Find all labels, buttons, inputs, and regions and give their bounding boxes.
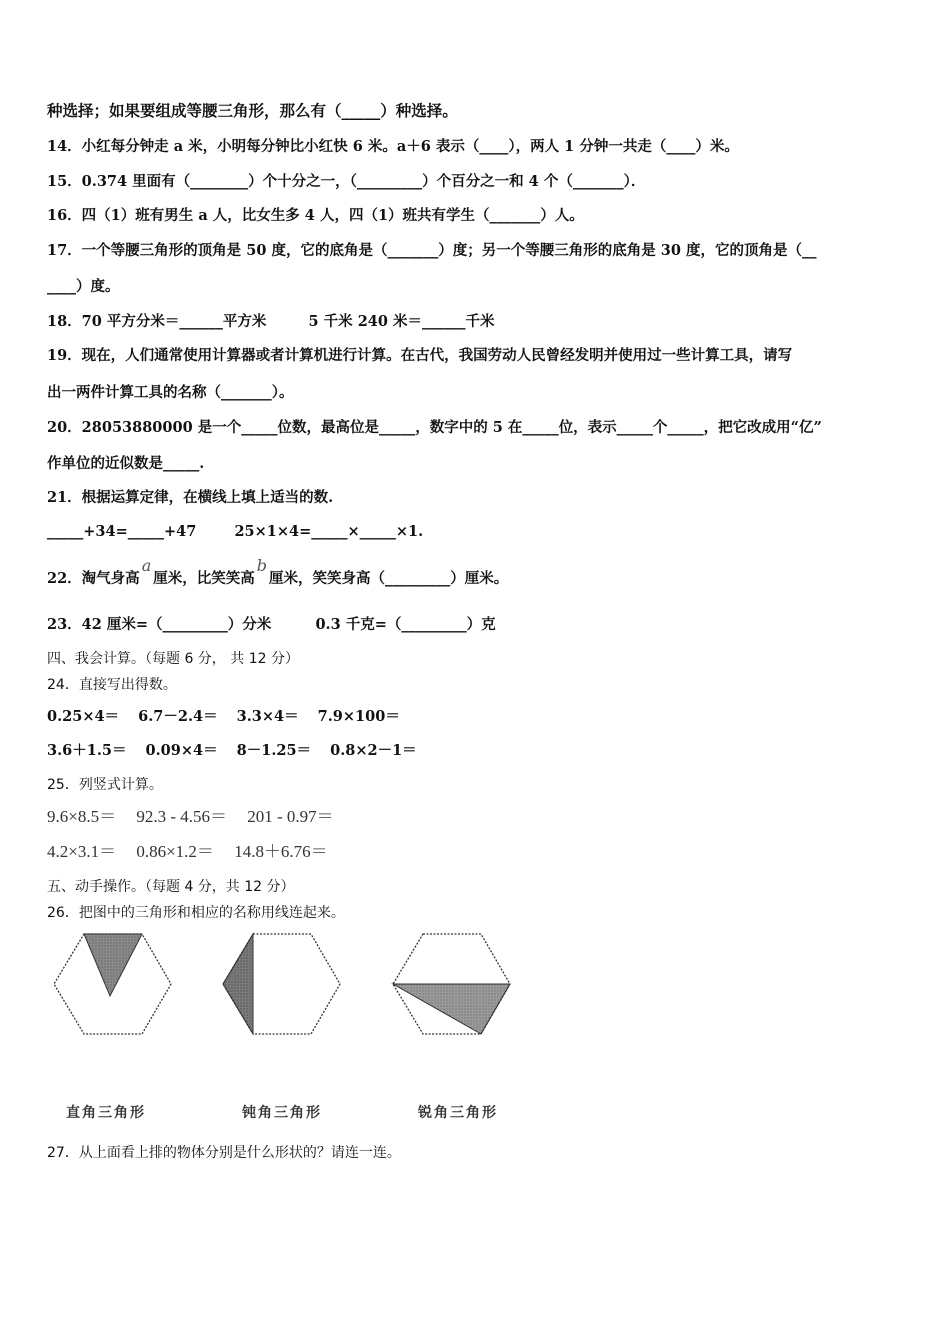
question-22-post: 厘米，笑笑身高（_________）厘米。 bbox=[268, 570, 509, 587]
label-acute-triangle: 锐角三角形 bbox=[418, 1105, 498, 1121]
vertical-calc-item: 4.2×3.1＝ bbox=[47, 842, 117, 861]
shaded-triangle bbox=[393, 984, 510, 1034]
section-5-heading: 五、动手操作。（每题 4 分，共 12 分） bbox=[47, 879, 295, 895]
question-15: 15．0.374 里面有（________）个十分之一，（_________）个百分之一和 4 个（_______）． bbox=[47, 173, 646, 190]
section-4-heading: 四、我会计算。（每题 6 分， 共 12 分） bbox=[47, 651, 299, 667]
text-line-choices: 种选择；如果要组成等腰三角形，那么有（_____）种选择。 bbox=[47, 101, 458, 120]
question-19-line1: 19．现在，人们通常使用计算器或者计算机进行计算。在古代，我国劳动人民曾经发明并使用过一些计算工具，请写 bbox=[47, 347, 793, 364]
shaded-triangle bbox=[84, 934, 142, 996]
question-21-line2 bbox=[47, 522, 423, 542]
question-14: 14．小红每分钟走 a 米，小明每分钟比小红快 6 米。a＋6 表示（____），两人 1 分钟一共走（____）米。 bbox=[47, 138, 739, 155]
question-23 bbox=[47, 615, 496, 635]
question-27: 27．从上面看上排的物体分别是什么形状的？请连一连。 bbox=[47, 1145, 401, 1161]
calc-item: 0.09×4＝ bbox=[145, 742, 218, 759]
question-22-pre: 22．淘气身高 bbox=[47, 570, 140, 587]
question-23-part2: 0.3 千克=（_________）克 bbox=[315, 616, 496, 633]
question-23-part1: 23．42 厘米=（_________）分米 bbox=[47, 616, 272, 633]
vertical-calc-item: 92.3 - 4.56＝ bbox=[136, 807, 228, 826]
question-24-row1 bbox=[47, 707, 400, 727]
hexagon-figure-1 bbox=[50, 930, 175, 1038]
hexagon-figure-2 bbox=[219, 930, 344, 1038]
question-19-line2: 出一两件计算工具的名称（_______）。 bbox=[47, 384, 294, 401]
question-18-part2: 5 千米 240 米＝______千米 bbox=[308, 313, 495, 330]
question-24-row2 bbox=[47, 741, 417, 761]
vertical-calc-item: 9.6×8.5＝ bbox=[47, 807, 117, 826]
calc-item: 0.25×4＝ bbox=[47, 708, 120, 725]
question-21-expr1: _____+34=_____+47 bbox=[47, 523, 197, 540]
question-25-row1 bbox=[47, 807, 334, 827]
calc-item: 8－1.25＝ bbox=[236, 742, 312, 759]
label-right-triangle: 直角三角形 bbox=[66, 1105, 146, 1121]
hexagon-figure-3 bbox=[389, 930, 514, 1038]
question-25: 25．列竖式计算。 bbox=[47, 777, 163, 793]
question-22-mid: 厘米，比笑笑高 bbox=[153, 570, 255, 587]
vertical-calc-item: 201 - 0.97＝ bbox=[247, 807, 334, 826]
question-20-line1: 20．28053880000 是一个_____位数，最高位是_____，数字中的 5 在_____位，表示_____个_____，把它改成用“亿” bbox=[47, 419, 822, 436]
calc-item: 0.8×2－1＝ bbox=[330, 742, 417, 759]
calc-item: 3.6＋1.5＝ bbox=[47, 742, 127, 759]
question-18-part1: 18．70 平方分米＝______平方米 bbox=[47, 313, 267, 330]
var-a: a bbox=[141, 556, 152, 575]
question-21-expr2: 25×1×4=_____×_____×1. bbox=[234, 523, 424, 540]
question-16: 16．四（1）班有男生 a 人，比女生多 4 人，四（1）班共有学生（_______）人。 bbox=[47, 207, 584, 224]
calc-item: 3.3×4＝ bbox=[236, 708, 299, 725]
question-22 bbox=[47, 556, 509, 589]
question-17-line2: ____）度。 bbox=[47, 278, 120, 295]
question-17-line1: 17．一个等腰三角形的顶角是 50 度，它的底角是（_______）度；另一个等腰三角形的底角是 30 度，它的顶角是（__ bbox=[47, 242, 817, 259]
question-18 bbox=[47, 312, 495, 332]
vertical-calc-item: 0.86×1.2＝ bbox=[136, 842, 214, 861]
question-25-row2 bbox=[47, 842, 328, 862]
label-obtuse-triangle: 钝角三角形 bbox=[242, 1105, 322, 1121]
question-20-line2: 作单位的近似数是_____. bbox=[47, 455, 205, 472]
calc-item: 6.7－2.4＝ bbox=[138, 708, 218, 725]
vertical-calc-item: 14.8＋6.76＝ bbox=[234, 842, 328, 861]
question-21-line1: 21．根据运算定律，在横线上填上适当的数. bbox=[47, 489, 334, 506]
question-26: 26．把图中的三角形和相应的名称用线连起来。 bbox=[47, 905, 345, 921]
calc-item: 7.9×100＝ bbox=[317, 708, 400, 725]
question-24: 24．直接写出得数。 bbox=[47, 677, 177, 693]
shaded-triangle bbox=[223, 934, 253, 1034]
var-b: b bbox=[256, 556, 267, 575]
